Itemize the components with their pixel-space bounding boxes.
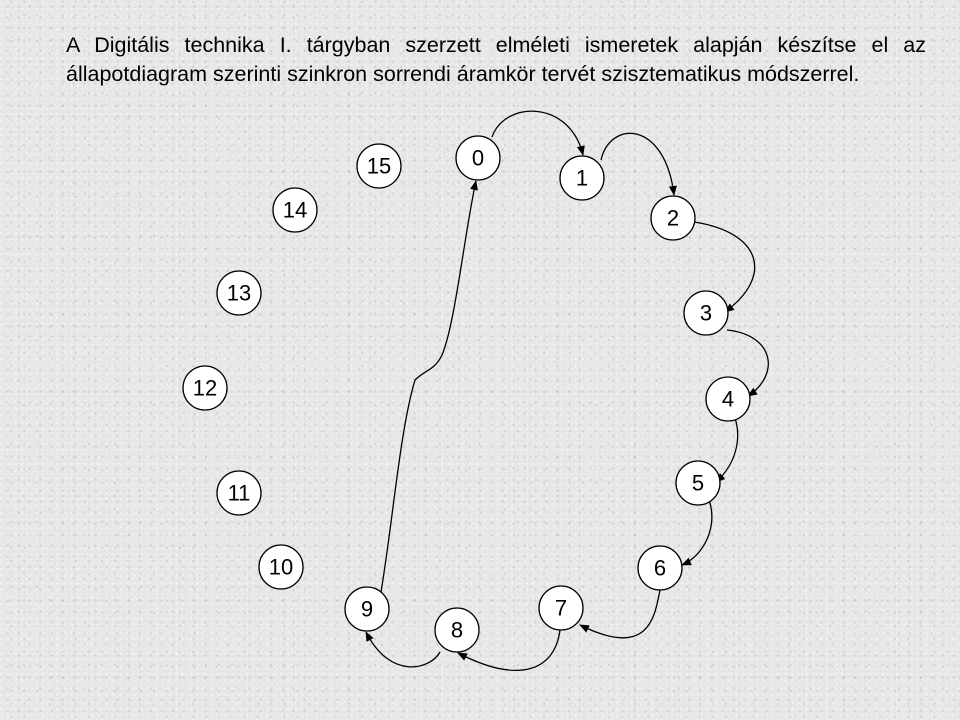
state-1 [560, 156, 604, 200]
state-6 [638, 546, 682, 590]
state-13 [217, 271, 261, 315]
transition-5-6 [682, 500, 712, 565]
transition-8-9 [366, 632, 440, 667]
svg-text:15: 15 [366, 153, 392, 179]
svg-text:5: 5 [691, 470, 705, 496]
state-4 [706, 377, 750, 421]
svg-text:9: 9 [360, 596, 374, 622]
state-11 [217, 471, 261, 515]
svg-text:10: 10 [268, 554, 294, 580]
state-10 [259, 545, 303, 589]
transition-6-7 [580, 590, 660, 638]
svg-text:2: 2 [666, 205, 680, 231]
transition-9-0 [381, 181, 476, 592]
task-description: A Digitális technika I. tárgyban szerzett elméleti ismeretek alapján készítse el az állapotdiagram szerinti szinkron sorrendi áramkör tervét szisztematikus módszerrel. [66, 33, 926, 86]
svg-text:11: 11 [227, 480, 251, 506]
state-9 [345, 587, 389, 631]
svg-text:0: 0 [471, 145, 485, 171]
state-7 [539, 586, 583, 630]
state-0 [456, 136, 500, 180]
state-12 [183, 366, 227, 410]
svg-text:7: 7 [554, 595, 568, 621]
transition-4-5 [716, 418, 738, 482]
state-14 [273, 188, 317, 232]
svg-text:8: 8 [450, 617, 464, 643]
svg-text:1: 1 [575, 165, 589, 191]
svg-text:13: 13 [226, 280, 252, 306]
transition-1-2 [601, 133, 674, 195]
state-8 [435, 608, 479, 652]
state-2 [651, 196, 695, 240]
svg-text:3: 3 [699, 300, 713, 326]
state-5 [676, 461, 720, 505]
state-15 [357, 144, 401, 188]
svg-text:6: 6 [653, 555, 667, 581]
svg-text:12: 12 [192, 375, 218, 401]
states [183, 136, 750, 652]
svg-text:4: 4 [721, 386, 735, 412]
transition-0-1 [492, 111, 583, 155]
svg-text:14: 14 [282, 197, 308, 223]
state-3 [684, 291, 728, 335]
